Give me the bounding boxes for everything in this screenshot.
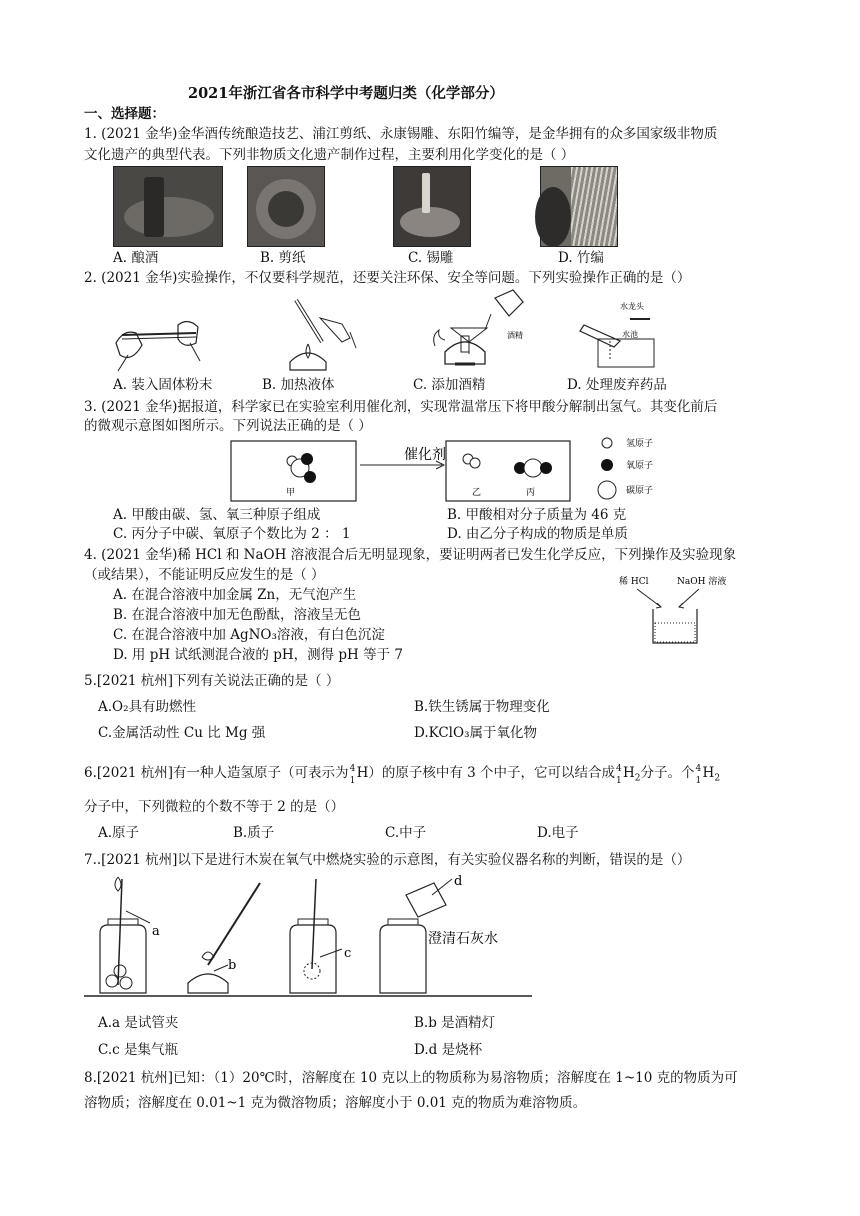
q6-option-b: B.质子 (233, 825, 275, 841)
q4-stem-line1: 4. (2021 金华)稀 HCl 和 NaOH 溶液混合后无明显现象，要证明两者已发生化学反应，下列操作及实验现象 (84, 547, 737, 563)
q7-label-a: a (152, 924, 160, 939)
q8-stem-line2: 溶物质；溶解度在 0.01~1 克为微溶物质；溶解度小于 0.01 克的物质为难溶物质。 (84, 1095, 587, 1111)
q2-fig-alcohol (425, 288, 535, 378)
q2-label-sink: 水池 (622, 330, 638, 339)
q3-legend-h: 氢原子 (626, 439, 654, 449)
q6-stem-line2: 分子中，下列微粒的个数不等于 2 的是（） (84, 799, 345, 815)
q1-option-a: A. 酿酒 (113, 250, 159, 266)
q6-option-c: C.中子 (385, 825, 427, 841)
q7-option-d: D.d 是烧杯 (414, 1042, 483, 1058)
q6-h-2: H (623, 765, 635, 781)
q3-legend-c: 碳原子 (626, 486, 654, 496)
q6-text-3: 分子。个 (640, 765, 695, 781)
q3-micro-diagram (230, 437, 654, 509)
q6-option-a: A.原子 (98, 825, 140, 841)
q5-option-b: B.铁生锈属于物理变化 (414, 699, 550, 715)
q2-option-a: A. 装入固体粉末 (113, 377, 213, 393)
q4-beaker-figure (615, 573, 745, 645)
q5-option-a: A.O₂具有助燃性 (98, 699, 197, 715)
q7-stem: 7..[2021 杭州]以下是进行木炭在氧气中燃烧实验的示意图，有关实验仪器名称的判断，错误的是（） (84, 852, 691, 868)
q7-label-b: b (228, 958, 237, 973)
q3-stem-line1: 3. (2021 金华)据报道，科学家已在实验室利用催化剂，实现常温常压下将甲酸分解制出氢气。其变化前后 (84, 399, 718, 415)
q1-photo-tin (393, 166, 471, 247)
q5-option-d: D.KClO₃属于氧化物 (414, 725, 537, 741)
q4-stem-line2: （或结果），不能证明反应发生的是（ ） (84, 567, 325, 583)
q8-stem-line1: 8.[2021 杭州]已知：（1）20℃时，溶解度在 10 克以上的物质称为易溶物质；溶解度在 1~10 克的物质为可 (84, 1070, 738, 1086)
q6-h-3: H (702, 765, 715, 781)
q2-fig-powder (108, 295, 208, 375)
q2-fig-heating (270, 292, 360, 377)
q6-isotope-2: 4 1 (616, 764, 622, 786)
q1-stem-line1: 1. (2021 金华)金华酒传统酿造技艺、浦江剪纸、永康锡雕、东阳竹编等，是金华拥有的众多国家级非物质 (84, 126, 718, 142)
q4-option-b: B. 在混合溶液中加无色酚酞，溶液呈无色 (113, 607, 362, 623)
q3-option-b: B. 甲酸相对分子质量为 46 克 (447, 507, 627, 523)
q7-option-b: B.b 是酒精灯 (414, 1015, 496, 1031)
q4-label-naoh: NaOH 溶液 (677, 577, 727, 587)
page-title: 2021年浙江省各市科学中考题归类（化学部分） (188, 85, 504, 102)
q2-fig-waste (570, 295, 680, 375)
q5-option-c: C.金属活动性 Cu 比 Mg 强 (98, 725, 266, 741)
q3-stem-line2: 的微观示意图如图所示。下列说法正确的是（ ） (84, 418, 372, 434)
q1-stem-line2: 文化遗产的典型代表。下列非物质文化遗产制作过程，主要利用化学变化的是（ ） (84, 147, 575, 163)
q4-option-d: D. 用 pH 试纸测混合液的 pH，测得 pH 等于 7 (113, 647, 404, 663)
q3-catalyst-label: 催化剂 (404, 447, 446, 463)
q2-option-b: B. 加热液体 (262, 377, 335, 393)
q1-option-d: D. 竹编 (558, 250, 604, 266)
q3-legend-o: 氧原子 (626, 461, 654, 471)
q6-text-2: ）的原子核中有 3 个中子，它可以结合成 (368, 765, 616, 781)
q2-option-d: D. 处理废弃药品 (567, 377, 667, 393)
q3-option-d: D. 由乙分子构成的物质是单质 (447, 526, 628, 542)
q6-isotope-1: 4 1 (349, 764, 356, 786)
q1-option-b: B. 剪纸 (260, 250, 306, 266)
q5-stem: 5.[2021 杭州]下列有关说法正确的是（ ） (84, 673, 340, 689)
q3-label-yi: 乙 (472, 488, 482, 498)
q6-isotope-3: 4 1 (695, 764, 702, 786)
q7-label-limewater: 澄清石灰水 (428, 931, 498, 947)
q2-stem: 2. (2021 金华)实验操作，不仅要科学规范，还要关注环保、安全等问题。下列实验操作正确的是（） (84, 270, 691, 286)
q6-h-1: H (356, 765, 369, 781)
q4-label-hcl: 稀 HCl (619, 577, 649, 587)
q1-option-c: C. 锡雕 (408, 250, 454, 266)
q4-option-a: A. 在混合溶液中加金属 Zn，无气泡产生 (113, 587, 357, 603)
q3-label-bing: 丙 (526, 488, 536, 498)
q3-option-a: A. 甲酸由碳、氢、氧三种原子组成 (113, 507, 321, 523)
section-heading: 一、选择题： (84, 106, 165, 122)
q3-option-c: C. 丙分子中碳、氧原子个数比为 2 ： 1 (113, 526, 351, 542)
q6-text-1: 6.[2021 杭州]有一种人造氢原子（可表示为 (84, 765, 349, 781)
q1-photo-wine (113, 166, 223, 247)
q2-label-tap: 水龙头 (620, 302, 644, 311)
q6-stem-line1: 6.[2021 杭州]有一种人造氢原子（可表示为 4 1 H）的原子核中有 3 个中子，它可以结合成 4 1 $H_2$分子。个 4 1 $H_2$ (84, 764, 721, 786)
q4-option-c: C. 在混合溶液中加 AgNO₃溶液，有白色沉淀 (113, 627, 385, 643)
q3-label-jia: 甲 (286, 488, 296, 498)
q7-option-a: A.a 是试管夹 (98, 1015, 179, 1031)
q7-label-d: d (454, 874, 463, 889)
q1-photo-papercut (247, 166, 325, 247)
q6-option-d: D.电子 (537, 825, 579, 841)
q1-photo-bamboo (540, 166, 618, 247)
q2-option-c: C. 添加酒精 (413, 377, 486, 393)
q7-experiment-figure (84, 873, 534, 998)
q7-label-c: c (344, 946, 352, 961)
q2-label-alcohol: 酒精 (507, 331, 523, 340)
q7-option-c: C.c 是集气瓶 (98, 1042, 178, 1058)
